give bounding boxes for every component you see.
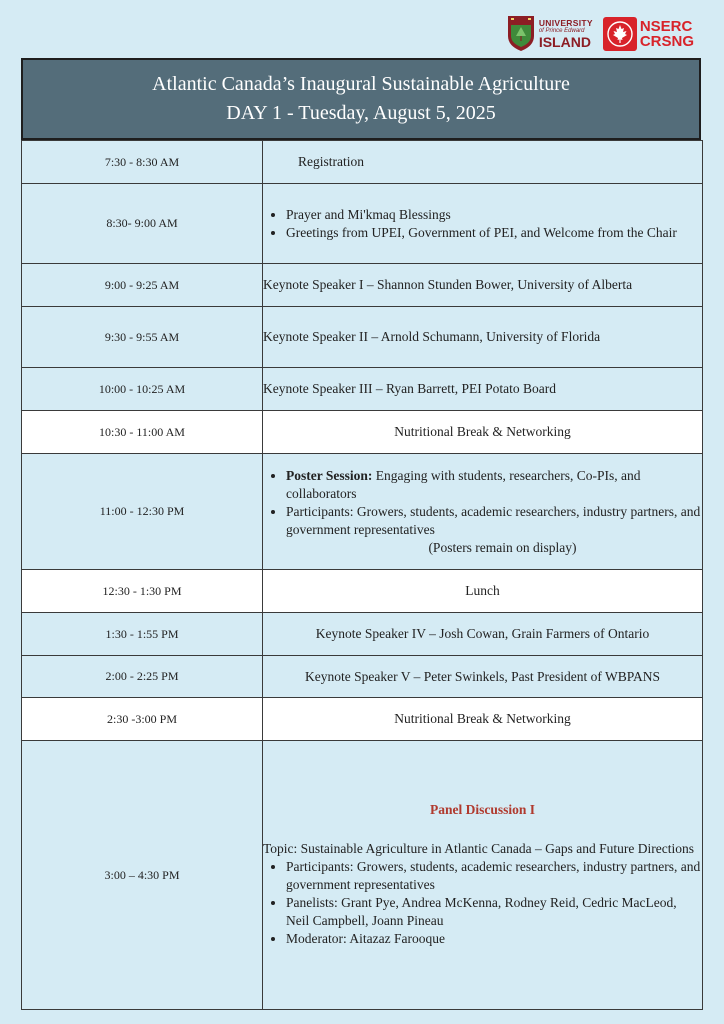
session-activity: Keynote Speaker IV – Josh Cowan, Grain Farmers of Ontario	[263, 613, 703, 656]
schedule-row	[22, 411, 703, 454]
schedule-row	[22, 454, 703, 570]
session-activity: Keynote Speaker II – Arnold Schumann, University of Florida	[263, 307, 703, 368]
poster-note: (Posters remain on display)	[428, 539, 577, 555]
session-time: 1:30 - 1:55 PM	[22, 613, 263, 656]
schedule-row	[22, 741, 703, 1010]
session-time: 8:30- 9:00 AM	[22, 184, 263, 264]
session-time: 10:30 - 11:00 AM	[22, 411, 263, 454]
schedule-row	[22, 613, 703, 656]
session-time: 9:00 - 9:25 AM	[22, 264, 263, 307]
schedule-row	[22, 368, 703, 411]
nserc-line1: NSERC	[639, 18, 693, 35]
panel-topic: Topic: Sustainable Agriculture in Atlantic Canada – Gaps and Future Directions	[263, 841, 694, 856]
session-activity	[263, 184, 703, 264]
nserc-logo	[603, 17, 694, 51]
session-activity: Keynote Speaker I – Shannon Stunden Bower, University of Alberta	[263, 264, 703, 307]
session-time: 7:30 - 8:30 AM	[22, 141, 263, 184]
session-activity	[263, 741, 703, 1010]
schedule-row	[22, 141, 703, 184]
activity-bullet: • Greetings from UPEI, Government of PEI, and Welcome from the Chair	[286, 224, 702, 242]
poster-session-text: Engaging with students, researchers, Co-PIs, and collaborators	[286, 467, 641, 501]
activity-bullet	[286, 467, 702, 503]
upei-line2: of Prince Edward	[538, 28, 585, 35]
session-time: 10:00 - 10:25 AM	[22, 368, 263, 411]
session-time: 9:30 - 9:55 AM	[22, 307, 263, 368]
session-activity: Lunch	[263, 570, 703, 613]
activity-bullet: • Panelists: Grant Pye, Andrea McKenna, Rodney Reid, Cedric MacLeod, Neil Campbell, Joann Pineau	[286, 894, 702, 930]
session-time: 11:00 - 12:30 PM	[22, 454, 263, 570]
session-activity: Nutritional Break & Networking	[263, 698, 703, 741]
session-time: 3:00 – 4:30 PM	[22, 741, 263, 1010]
schedule-row	[22, 698, 703, 741]
activity-bullet: • Prayer and Mi'kmaq Blessings	[286, 206, 702, 224]
session-activity	[263, 454, 703, 570]
upei-line3: ISLAND	[538, 34, 591, 51]
agenda-title: Atlantic Canada’s Inaugural Sustainable Agriculture	[152, 73, 570, 95]
nserc-line2: CRSNG	[639, 33, 694, 50]
activity-bullet: • Moderator: Aitazaz Farooque	[286, 930, 702, 948]
schedule-row	[22, 570, 703, 613]
schedule-row	[22, 264, 703, 307]
session-activity: Keynote Speaker V – Peter Swinkels, Past President of WBPANS	[263, 656, 703, 698]
activity-bullet: • Participants: Growers, students, academic researchers, industry partners, and government representatives	[286, 858, 702, 894]
session-activity: Nutritional Break & Networking	[263, 411, 703, 454]
schedule-row	[22, 307, 703, 368]
upei-shield-icon	[507, 16, 535, 52]
maple-leaf-icon	[603, 17, 637, 51]
poster-session-label: Poster Session:	[286, 467, 373, 483]
activity-bullet: • Participants: Growers, students, academic researchers, industry partners, and government representatives	[286, 503, 702, 539]
schedule-row	[22, 656, 703, 698]
agenda-subtitle: DAY 1 - Tuesday, August 5, 2025	[226, 102, 496, 124]
schedule-table	[21, 140, 703, 1010]
session-activity: Keynote Speaker III – Ryan Barrett, PEI Potato Board	[263, 368, 703, 411]
upei-line1: UNIVERSITY	[538, 17, 593, 28]
session-time: 2:30 -3:00 PM	[22, 698, 263, 741]
panel-discussion-title: Panel Discussion I	[429, 802, 536, 817]
upei-logo	[507, 16, 593, 52]
agenda-header	[21, 58, 701, 140]
session-time: 12:30 - 1:30 PM	[22, 570, 263, 613]
logos	[507, 14, 694, 54]
session-time: 2:00 - 2:25 PM	[22, 656, 263, 698]
schedule-row	[22, 184, 703, 264]
session-activity: Registration	[263, 141, 703, 184]
